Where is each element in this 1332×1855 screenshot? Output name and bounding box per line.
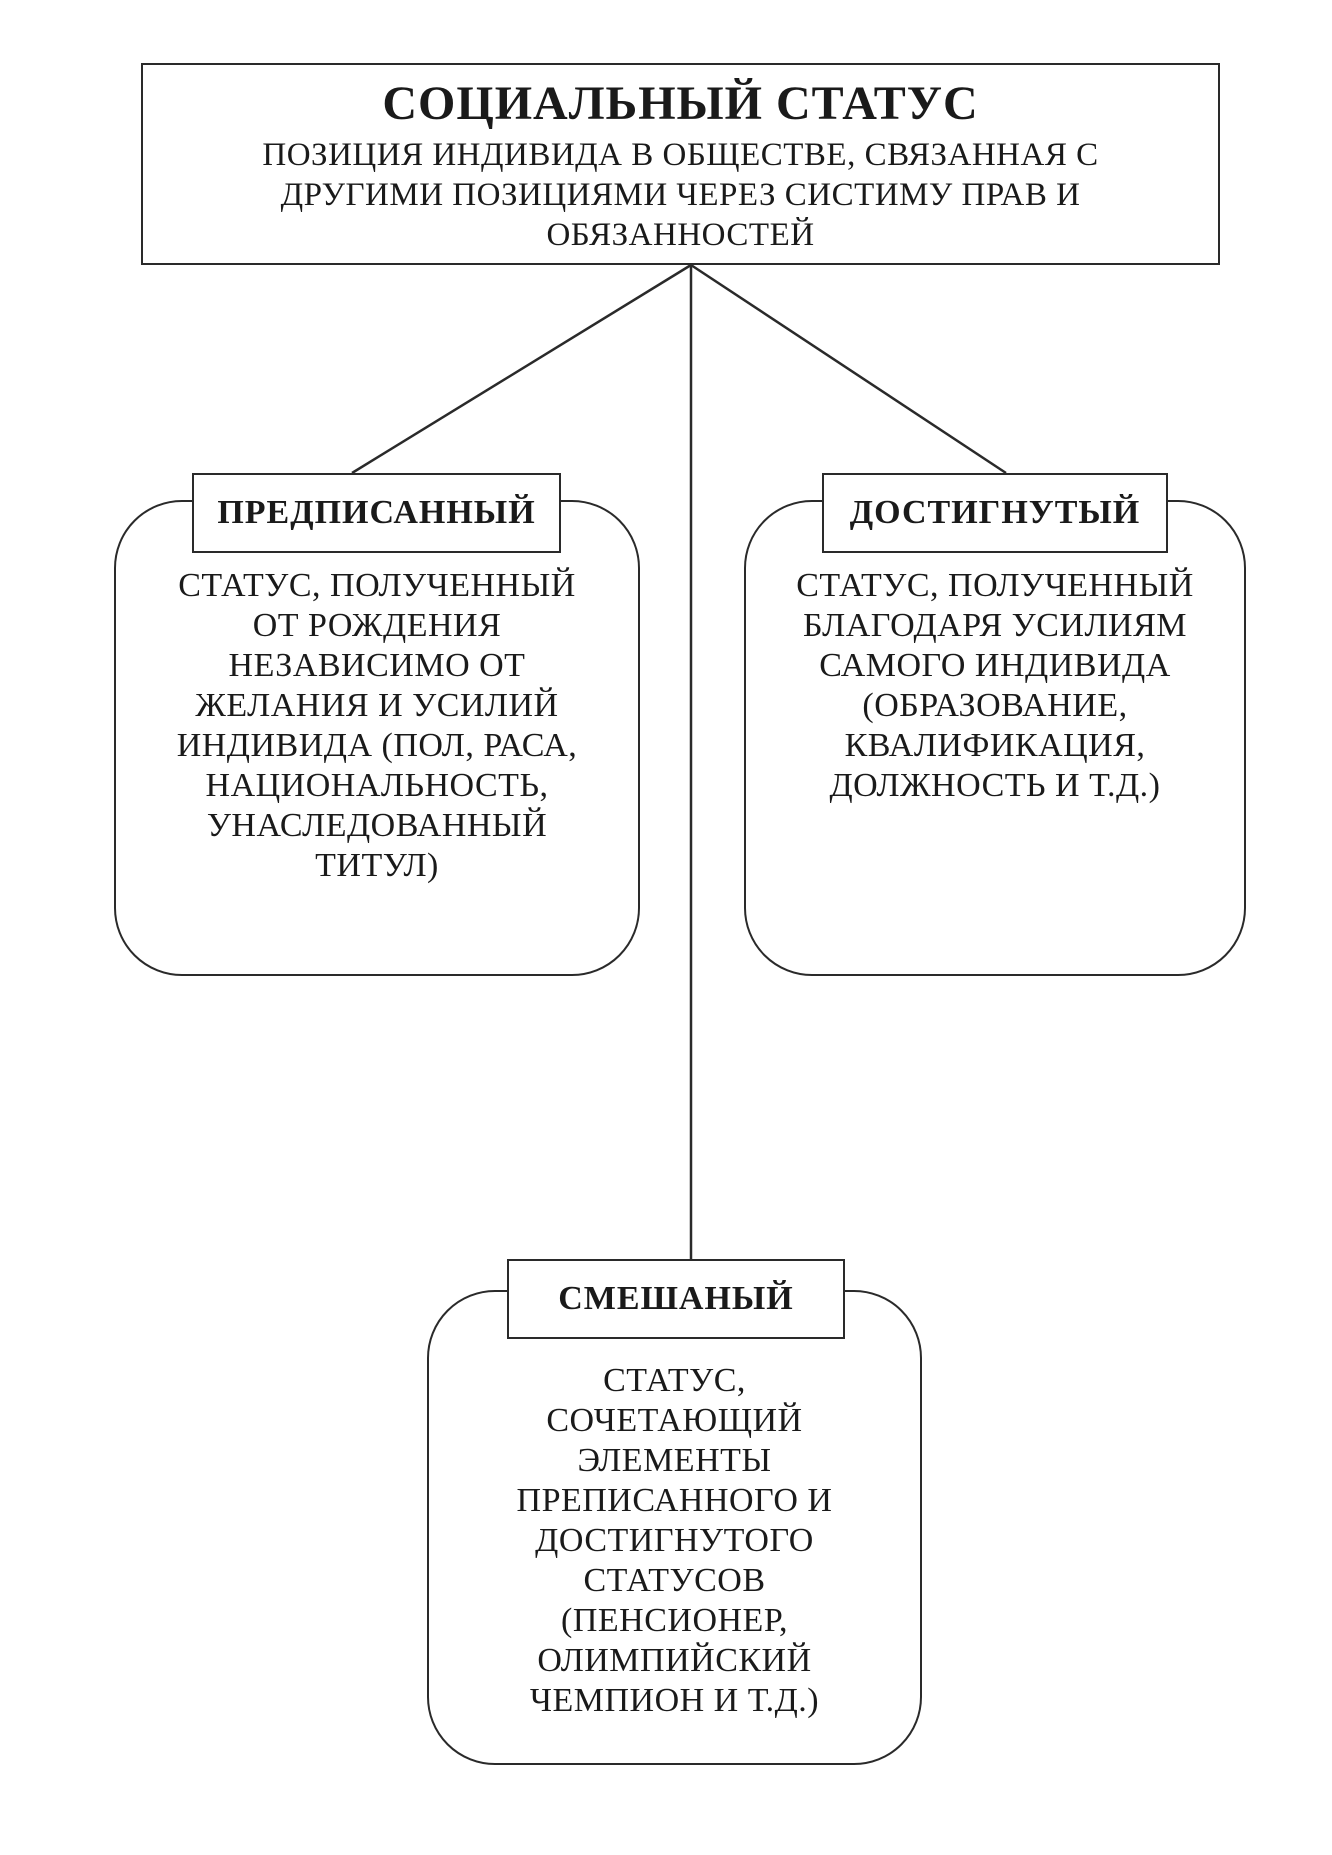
root-definition: ПОЗИЦИЯ ИНДИВИДА В ОБЩЕСТВЕ, СВЯЗАННАЯ С ДРУГИМИ ПОЗИЦИЯМИ ЧЕРЕЗ СИСТИМУ ПРАВ И ОБЯЗАННОСТЕЙ (262, 136, 1099, 253)
mixed-description: СТАТУС, СОЧЕТАЮЩИЙ ЭЛЕМЕНТЫ ПРЕПИСАННОГО И ДОСТИГНУТОГО СТАТУСОВ (ПЕНСИОНЕР, ОЛИМПИЙСКИЙ ЧЕМПИОН И Т.Д.) (516, 1362, 833, 1719)
achieved-label: ДОСТИГНУТЫЙ (822, 473, 1168, 553)
mixed-label: СМЕШАНЫЙ (507, 1259, 845, 1339)
achieved-description: СТАТУС, ПОЛУЧЕННЫЙ БЛАГОДАРЯ УСИЛИЯМ САМОГО ИНДИВИДА (ОБРАЗОВАНИЕ, КВАЛИФИКАЦИЯ, ДОЛЖНОСТЬ И Т.Д.) (796, 567, 1194, 804)
connector-to-achieved (691, 265, 1006, 473)
root-node (141, 63, 1220, 265)
ascribed-label: ПРЕДПИСАННЫЙ (192, 473, 561, 553)
ascribed-description: СТАТУС, ПОЛУЧЕННЫЙ ОТ РОЖДЕНИЯ НЕЗАВИСИМО ОТ ЖЕЛАНИЯ И УСИЛИЙ ИНДИВИДА (ПОЛ, РАСА, НАЦИОНАЛЬНОСТЬ, УНАСЛЕДОВАННЫЙ ТИТУЛ) (176, 567, 578, 884)
root-title: СОЦИАЛЬНЫЙ СТАТУС (382, 77, 979, 130)
connector-to-ascribed (352, 265, 691, 473)
